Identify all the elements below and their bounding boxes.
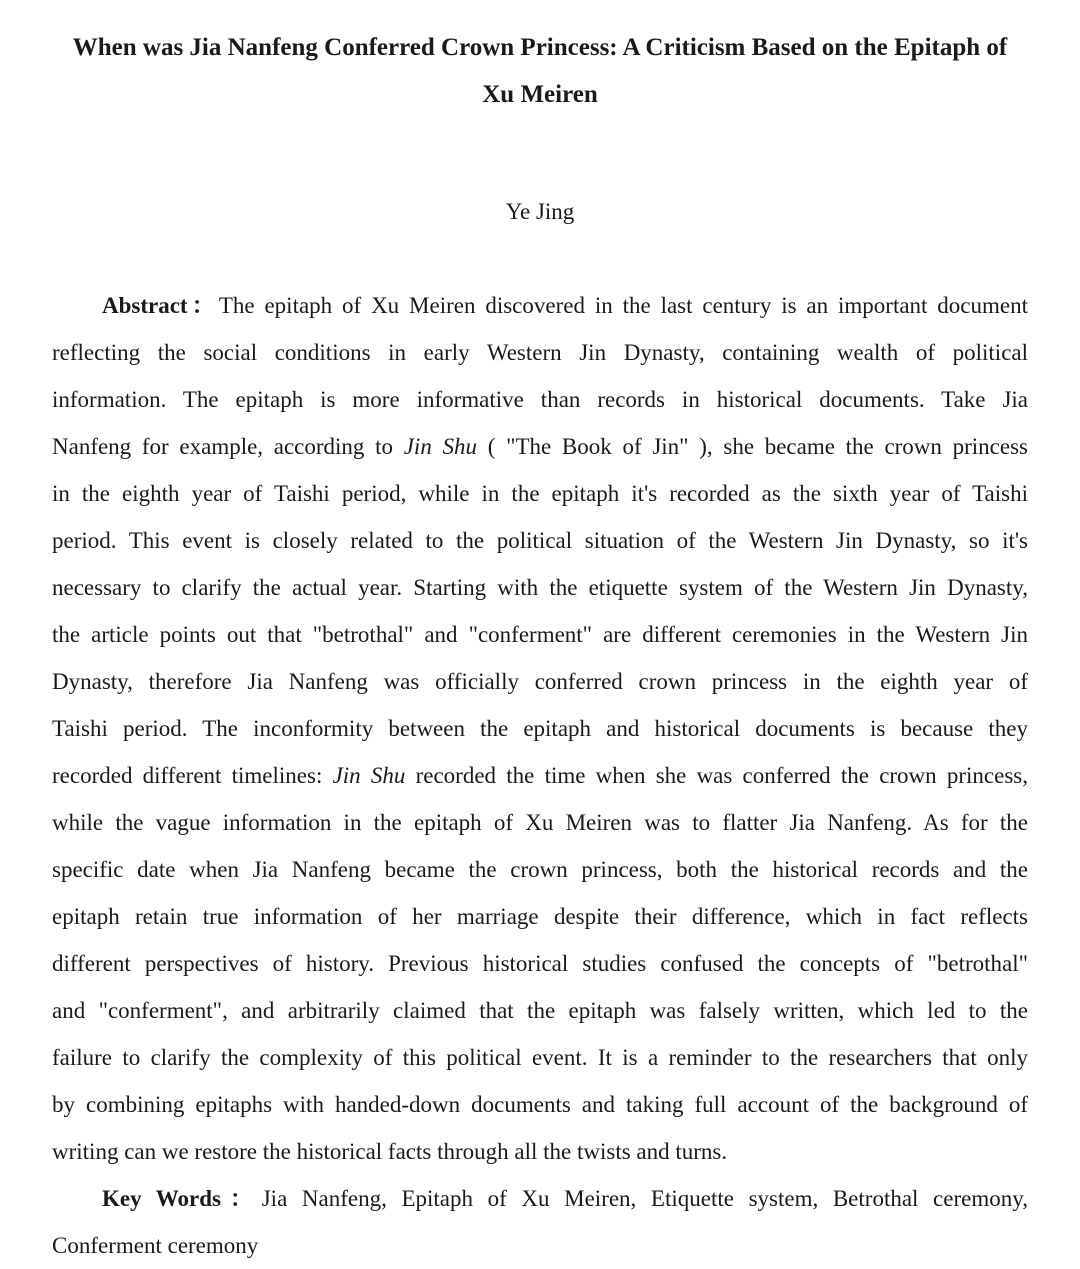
abstract-line: different perspectives of history. Previous historical studies confused the concepts of "betrothal" (52, 951, 1028, 976)
abstract-line (52, 423, 1028, 470)
abstract-line: writing can we restore the historical facts through all the twists and turns. (52, 1139, 728, 1164)
keywords-label: Key Words： (102, 1186, 262, 1211)
abstract-line: period. This event is closely related to the political situation of the Western Jin Dynasty, so it's (52, 528, 1028, 553)
abstract-line: reflecting the social conditions in early Western Jin Dynasty, containing wealth of political (52, 340, 1028, 365)
abstract-text: ( "The Book of Jin" ), she became the crown princess (477, 434, 1028, 459)
abstract-line: and "conferment", and arbitrarily claimed that the epitaph was falsely written, which led to the (52, 998, 1028, 1023)
abstract-line (52, 282, 1028, 329)
abstract-text: recorded different timelines: (52, 763, 333, 788)
abstract-line: specific date when Jia Nanfeng became the crown princess, both the historical records and the (52, 857, 1028, 882)
abstract-line: while the vague information in the epitaph of Xu Meiren was to flatter Jia Nanfeng. As for the (52, 810, 1028, 835)
abstract-line: Dynasty, therefore Jia Nanfeng was officially conferred crown princess in the eighth year of (52, 669, 1028, 694)
abstract-line: epitaph retain true information of her marriage despite their difference, which in fact reflects (52, 904, 1028, 929)
abstract-line (52, 752, 1028, 799)
paper-title (52, 0, 1028, 118)
title-line-2: Xu Meiren (482, 81, 598, 108)
keywords-text: Jia Nanfeng, Epitaph of Xu Meiren, Etiquette system, Betrothal ceremony, (261, 1186, 1028, 1211)
abstract-text: recorded the time when she was conferred the crown princess, (405, 763, 1028, 788)
abstract-line: necessary to clarify the actual year. Starting with the etiquette system of the Western Jin Dynasty, (52, 575, 1028, 600)
title-line-1: When was Jia Nanfeng Conferred Crown Princess: A Criticism Based on the Epitaph of (72, 34, 1008, 61)
abstract-line: by combining epitaphs with handed-down documents and taking full account of the background of (52, 1092, 1028, 1117)
keywords-line (52, 1175, 1028, 1222)
abstract-line: failure to clarify the complexity of this political event. It is a reminder to the researchers that only (52, 1045, 1028, 1070)
book-title-jin-shu: Jin Shu (403, 434, 478, 459)
abstract-line: the article points out that "betrothal" and "conferment" are different ceremonies in the Western Jin (52, 622, 1028, 647)
abstract-label: Abstract： (102, 293, 219, 318)
author-name: Ye Jing (505, 199, 575, 224)
abstract-text: Nanfeng for example, according to (52, 434, 404, 459)
abstract-line: information. The epitaph is more informative than records in historical documents. Take Jia (52, 387, 1028, 412)
abstract-line: in the eighth year of Taishi period, while in the epitaph it's recorded as the sixth year of Taishi (52, 481, 1028, 506)
book-title-jin-shu: Jin Shu (332, 763, 406, 788)
abstract-section (52, 235, 1028, 1269)
keywords-line: Conferment ceremony (52, 1233, 259, 1258)
abstract-text: The epitaph of Xu Meiren discovered in the last century is an important document (218, 293, 1029, 318)
abstract-line: Taishi period. The inconformity between the epitaph and historical documents is because they (52, 716, 1028, 741)
